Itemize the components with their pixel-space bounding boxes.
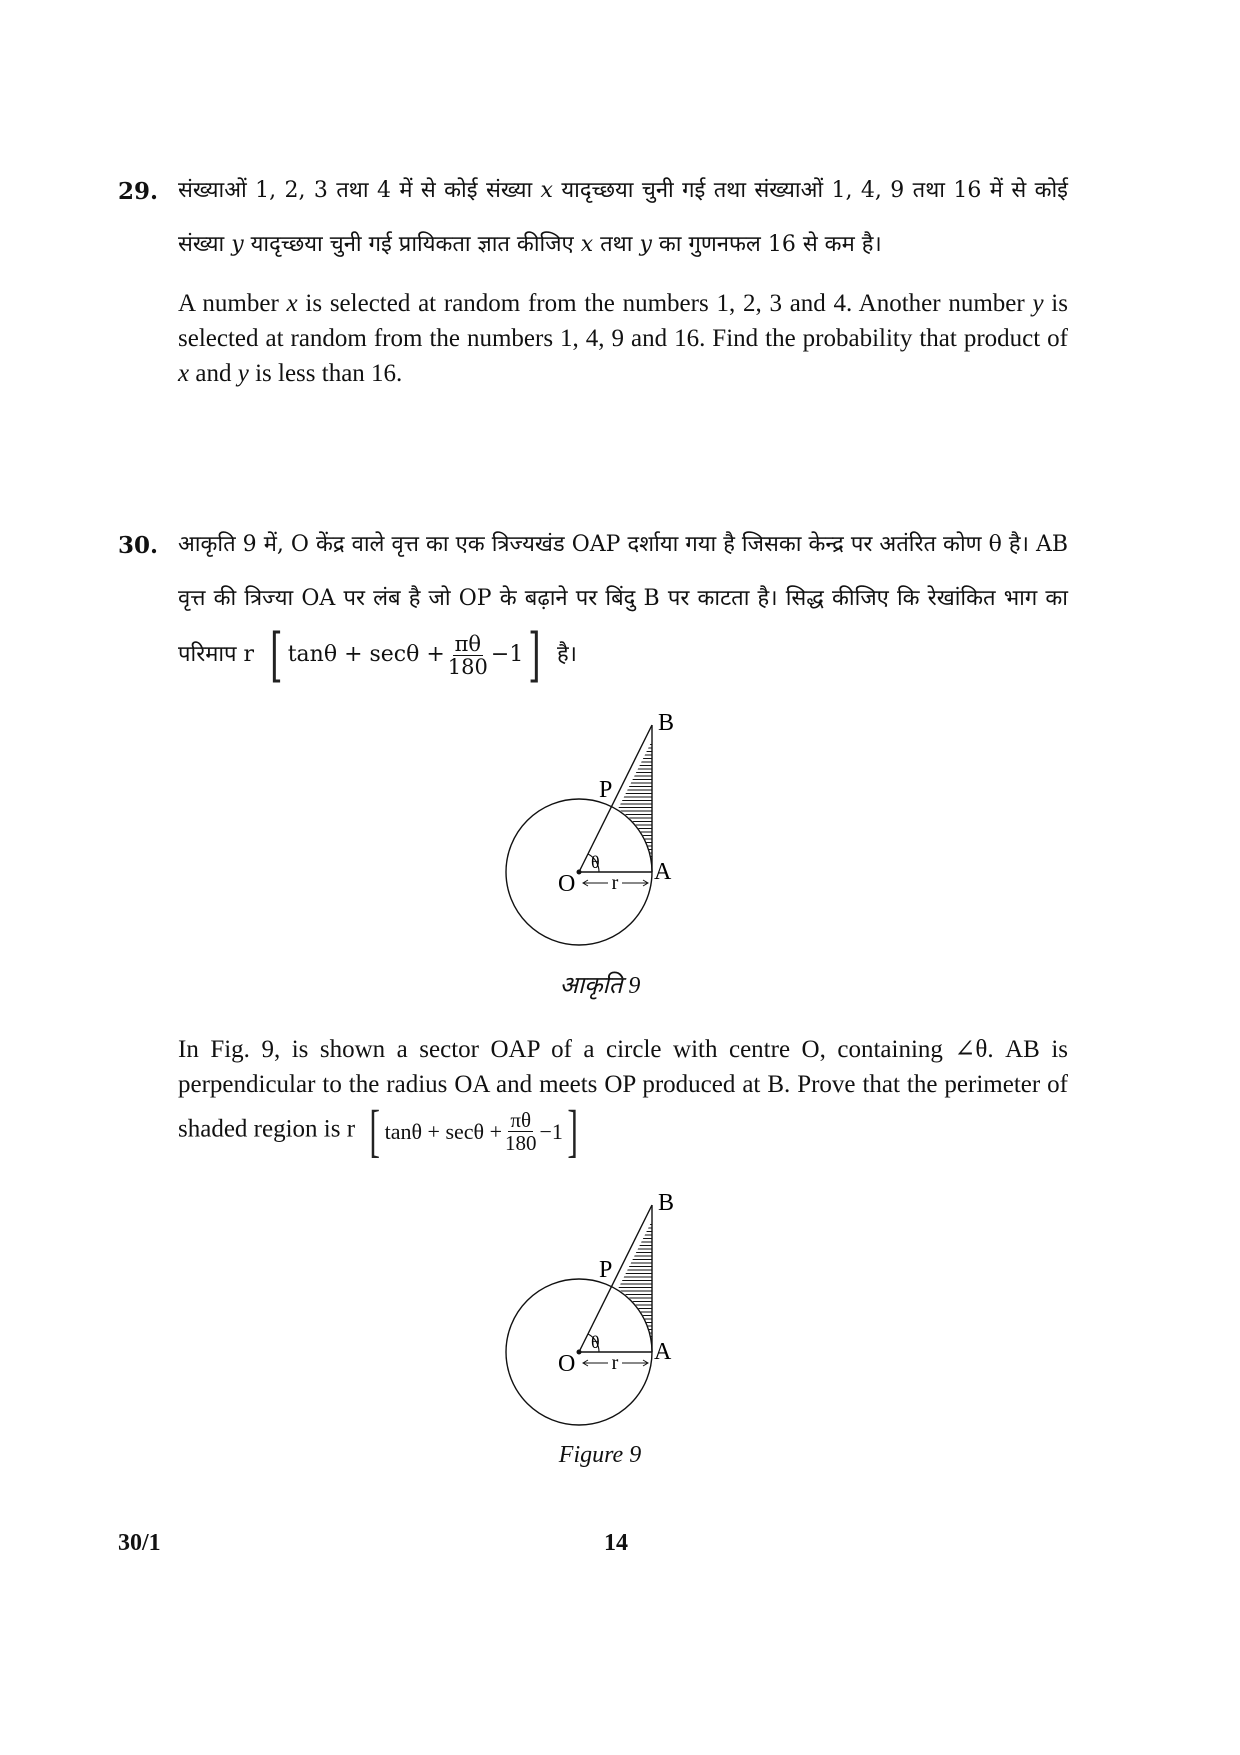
text-run: संख्याओं 1, 2, 3 तथा 4 में से कोई संख्या [178,178,541,203]
formula-term: tanθ + secθ + [287,642,445,667]
question-number: 30. [118,532,159,559]
figure-9-hindi [490,705,710,955]
centre-point [577,870,582,875]
text-run: यादृच्छया चुनी गई तथा संख्याओं 1, 4, 9 तथा 16 में से कोई संख्या [178,178,1068,257]
formula-fraction [448,633,488,678]
fraction-denominator: 180 [447,654,488,679]
formula-term: tanθ + secθ + [384,1118,502,1144]
question-29 [118,178,1068,391]
math-variable: y [231,232,244,257]
perimeter-formula-english [365,1098,582,1163]
text-run: का गुणनफल 16 से कम है। [651,232,882,257]
text-run: and [189,360,238,387]
text-run: is selected at random from the numbers 1, 2, 3 and 4. Another number [297,290,1033,317]
centre-point [577,1350,582,1355]
label-P: P [599,777,613,803]
label-O: O [558,871,576,897]
label-A: A [654,1339,672,1365]
math-variable: x [178,360,190,387]
label-O: O [558,1351,576,1377]
label-theta: θ [591,1332,600,1352]
page-number: 14 [604,1530,628,1556]
figure-caption-hindi: आकृति 9 [559,973,641,999]
question-30-english-text: In Fig. 9, is shown a sector OAP of a circle with centre O, containing ∠θ. AB is perpendicular to the radius OA and meets OP produced at B. Prove that the perimeter of shaded region is r [178,1036,1068,1143]
label-P: P [599,1257,613,1283]
label-r: r [611,1352,619,1374]
label-A: A [654,859,672,885]
math-variable: y [237,360,249,387]
math-variable: x [580,232,594,257]
label-theta: θ [591,852,600,872]
formula-term: −1 [490,642,524,667]
question-29-hindi [178,164,1068,272]
paper-code: 30/1 [118,1530,161,1556]
text-run: is less than 16. [248,360,403,387]
question-29-english [178,286,1068,391]
right-bracket: ] [567,1098,578,1163]
question-30-hindi-tail: है। [556,642,577,667]
math-variable: y [639,232,652,257]
math-variable: y [1032,290,1044,317]
perimeter-formula [265,621,546,689]
question-number: 29. [118,178,159,205]
question-30-english [178,1032,1068,1163]
question-30 [118,532,1068,689]
figure-9-english [490,1185,710,1435]
left-bracket: [ [270,621,283,689]
math-variable: x [540,178,553,203]
label-B: B [658,710,675,736]
fraction-numerator: πθ [454,631,482,656]
fraction-numerator: πθ [510,1107,532,1132]
formula-fraction [505,1109,537,1154]
text-run: यादृच्छया चुनी गई प्रायिकता ज्ञात कीजिए [243,232,581,257]
text-run: is selected at random from the numbers 1, 4, 9 and 16. Find the probability that product of [178,290,1068,352]
question-30-hindi-text: आकृति 9 में, O केंद्र वाले वृत्त का एक त्रिज्यखंड OAP दर्शाया गया है जिसका केन्द्र पर अतंरित कोण θ है। AB वृत्त की त्रिज्या OA पर लंब है जो OP के बढ़ाने पर बिंदु B पर काटता है। सिद्ध कीजिए कि रेखांकित भाग का परिमाप r [178,532,1068,667]
formula-term: −1 [539,1118,563,1144]
question-30-english-block [118,1032,1068,1163]
label-B: B [658,1190,675,1216]
right-bracket: ] [528,621,541,689]
question-30-hindi [178,518,1068,689]
left-bracket: [ [369,1098,381,1163]
figure-caption-english: Figure 9 [558,1442,642,1468]
label-r: r [611,872,619,894]
math-variable: x [286,290,298,317]
fraction-denominator: 180 [504,1130,537,1155]
text-run: A number [178,290,287,317]
text-run: तथा [593,232,640,257]
